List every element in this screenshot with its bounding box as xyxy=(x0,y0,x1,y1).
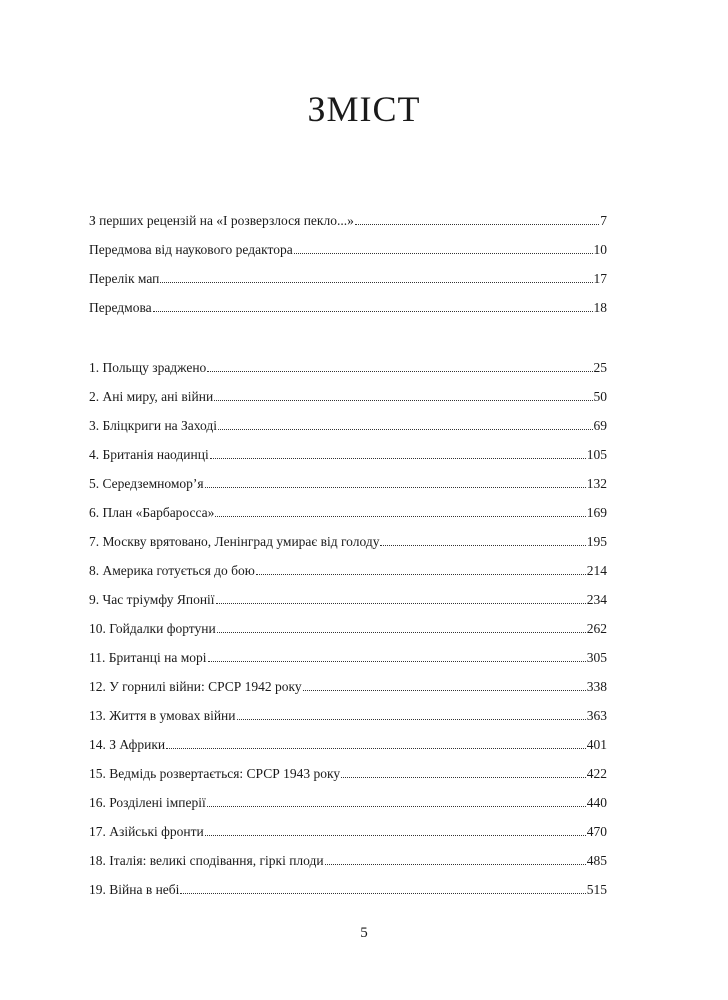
toc-entry-label: 18. Італія: великі сподівання, гіркі плоди xyxy=(89,853,324,868)
toc-entry-label: 15. Ведмідь розвертається: СРСР 1943 року xyxy=(89,766,341,781)
dot-leader xyxy=(217,631,586,633)
toc-chapter-entry xyxy=(89,840,607,869)
toc-entry-page: 401 xyxy=(586,737,607,752)
toc-chapter-entry xyxy=(89,434,607,463)
toc-chapter-entry xyxy=(89,492,607,521)
toc-entry-page: 338 xyxy=(586,679,607,694)
toc-entry-page: 18 xyxy=(593,300,607,315)
toc-entry-label: 3. Бліцкриги на Заході xyxy=(89,418,218,433)
toc-entry-page: 69 xyxy=(593,418,607,433)
toc-entry-page: 440 xyxy=(586,795,607,810)
toc-entry-label: 10. Гойдалки фортуни xyxy=(89,621,216,636)
page-number: 5 xyxy=(360,925,368,941)
toc-chapter-entry xyxy=(89,666,607,695)
dot-leader xyxy=(215,515,585,517)
toc-entry-page: 363 xyxy=(586,708,607,723)
dot-leader xyxy=(303,689,586,691)
toc-chapter-entry xyxy=(89,521,607,550)
toc-entry-label: 13. Життя в умовах війни xyxy=(89,708,236,723)
toc-entry-page: 169 xyxy=(586,505,607,520)
dot-leader xyxy=(380,544,585,546)
toc-entry-page: 50 xyxy=(593,389,607,404)
dot-leader xyxy=(160,281,592,283)
toc-chapter-entry xyxy=(89,550,607,579)
toc-entry-label: 14. З Африки xyxy=(89,737,166,752)
dot-leader xyxy=(210,457,586,459)
toc-entry-label: 16. Розділені імперії xyxy=(89,795,206,810)
dot-leader xyxy=(355,223,599,225)
toc-entry-page: 515 xyxy=(586,882,607,897)
toc-entry-page: 214 xyxy=(586,563,607,578)
toc-entry-label: 5. Середземномор’я xyxy=(89,476,204,491)
toc-chapter-entry xyxy=(89,579,607,608)
toc-front-entry xyxy=(89,229,607,258)
toc-entry-page: 422 xyxy=(586,766,607,781)
toc-entry-page: 262 xyxy=(586,621,607,636)
toc-entry-label: Перелік мап xyxy=(89,271,160,286)
toc-entry-page: 195 xyxy=(586,534,607,549)
dot-leader xyxy=(325,863,586,865)
toc-entry-label: З перших рецензій на «І розверзлося пекло...» xyxy=(89,213,354,228)
front-matter-list xyxy=(89,200,607,316)
dot-leader xyxy=(218,428,592,430)
toc-chapter-entry xyxy=(89,463,607,492)
dot-leader xyxy=(205,834,586,836)
dot-leader xyxy=(237,718,586,720)
toc-entry-label: 17. Азійські фронти xyxy=(89,824,204,839)
toc-chapter-entry xyxy=(89,608,607,637)
toc-entry-label: 4. Британія наодинці xyxy=(89,447,209,462)
toc-entry-label: 19. Війна в небі xyxy=(89,882,180,897)
toc-entry-page: 234 xyxy=(586,592,607,607)
toc-front-entry xyxy=(89,258,607,287)
dot-leader xyxy=(205,486,586,488)
dot-leader xyxy=(256,573,586,575)
toc-chapter-entry xyxy=(89,753,607,782)
toc-entry-label: Передмова xyxy=(89,300,152,315)
dot-leader xyxy=(208,660,586,662)
toc-entry-page: 105 xyxy=(586,447,607,462)
toc-entry-label: 11. Британці на морі xyxy=(89,650,207,665)
toc-entry-page: 470 xyxy=(586,824,607,839)
toc-chapter-entry xyxy=(89,695,607,724)
dot-leader xyxy=(180,892,585,894)
toc-entry-page: 485 xyxy=(586,853,607,868)
dot-leader xyxy=(166,747,586,749)
toc-entry-label: 12. У горнилі війни: СРСР 1942 року xyxy=(89,679,302,694)
toc-chapter-entry xyxy=(89,405,607,434)
toc-front-entry xyxy=(89,287,607,316)
dot-leader xyxy=(207,805,586,807)
toc-entry-page: 17 xyxy=(593,271,607,286)
toc-entry-page: 305 xyxy=(586,650,607,665)
toc-entry-label: Передмова від наукового редактора xyxy=(89,242,293,257)
dot-leader xyxy=(341,776,586,778)
dot-leader xyxy=(216,602,586,604)
toc-entry-label: 2. Ані миру, ані війни xyxy=(89,389,214,404)
toc-chapter-entry xyxy=(89,782,607,811)
toc-chapter-entry xyxy=(89,811,607,840)
toc-entry-label: 8. Америка готується до бою xyxy=(89,563,255,578)
toc-chapter-entry xyxy=(89,637,607,666)
chapter-list xyxy=(89,347,607,898)
toc-front-entry xyxy=(89,200,607,229)
toc-entry-page: 25 xyxy=(593,360,607,375)
toc-entry-label: 7. Москву врятовано, Ленінград умирає від голоду xyxy=(89,534,380,549)
toc-entry-label: 1. Польщу зраджено xyxy=(89,360,207,375)
dot-leader xyxy=(294,252,593,254)
dot-leader xyxy=(214,399,592,401)
toc-chapter-entry xyxy=(89,869,607,898)
toc-entry-page: 132 xyxy=(586,476,607,491)
dot-leader xyxy=(153,310,593,312)
page-title: ЗМІСТ xyxy=(307,89,421,129)
toc-chapter-entry xyxy=(89,376,607,405)
toc-entry-page: 7 xyxy=(600,213,607,228)
toc-entry-page: 10 xyxy=(593,242,607,257)
dot-leader xyxy=(207,370,592,372)
toc-entry-label: 9. Час тріумфу Японії xyxy=(89,592,215,607)
toc-chapter-entry xyxy=(89,347,607,376)
toc-chapter-entry xyxy=(89,724,607,753)
toc-entry-label: 6. План «Барбаросса» xyxy=(89,505,215,520)
